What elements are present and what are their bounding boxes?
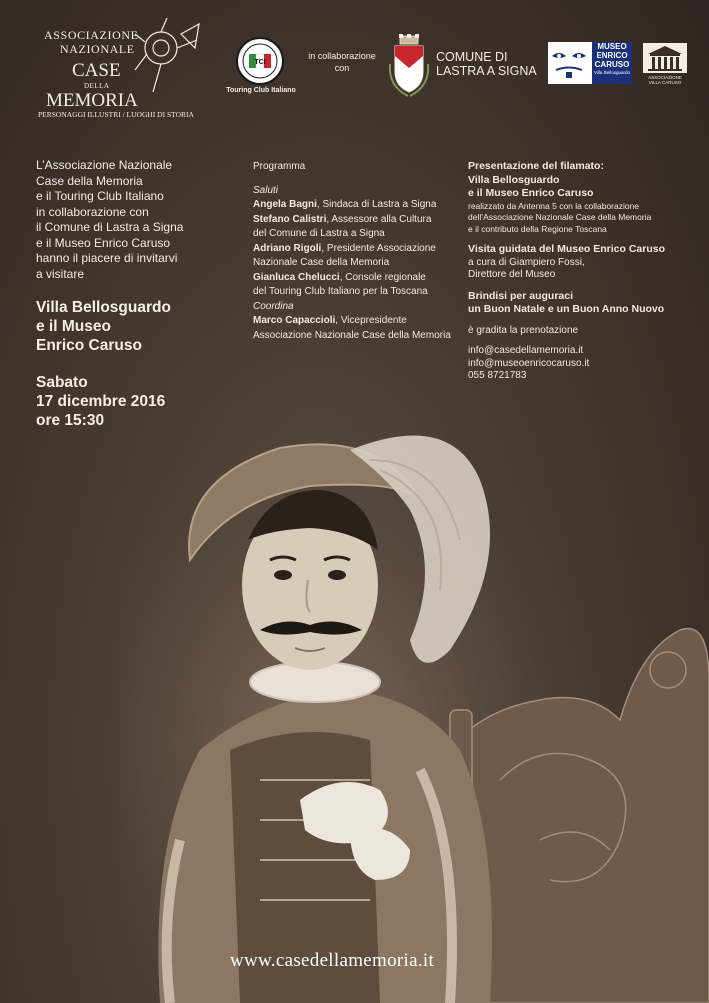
programma-title: Programma — [253, 161, 306, 172]
museo-line3: CARUSO — [594, 60, 630, 69]
coordina-label: Coordina — [253, 300, 294, 312]
museo-name-box — [592, 42, 632, 84]
intro-line: il Comune di Lastra a Signa — [36, 220, 184, 234]
comune-line1: COMUNE DI — [436, 50, 508, 64]
contact-phone[interactable]: 055 8721783 — [468, 370, 527, 381]
intro-line: e il Museo Enrico Caruso — [36, 235, 171, 250]
saluti-item: Adriano Rigoli, Presidente Associazione — [253, 242, 436, 254]
prenotazione-note: è gradita la prenotazione — [468, 324, 579, 336]
museo-line4: Villa Bellosguardo — [594, 70, 630, 75]
contact-email[interactable]: info@museoenricocaruso.it — [468, 357, 590, 369]
acdm-line1: ASSOCIAZIONE — [44, 28, 139, 42]
tci-badge-icon — [235, 36, 285, 86]
venue-line: Enrico Caruso — [36, 337, 142, 354]
museo-caruso-logo — [548, 42, 632, 84]
presentazione-detail: realizzato da Antenna 5 con la collaborazione — [468, 200, 640, 211]
contact-email[interactable]: info@casedellamemoria.it — [468, 345, 584, 356]
brindisi-title: un Buon Natale e un Buon Anno Nuovo — [468, 303, 665, 315]
acdm-tagline: PERSONAGGI ILLUSTRI / LUOGHI DI STORIA — [38, 110, 194, 119]
visita-title: Visita guidata del Museo Enrico Caruso — [468, 243, 666, 255]
touring-club-logo — [225, 36, 297, 106]
acdm-line2: NAZIONALE — [60, 42, 135, 56]
saluti-item: Nazionale Case della Memoria — [253, 257, 390, 268]
acdm-line4: DELLA — [84, 82, 110, 90]
brindisi-title: Brindisi per auguraci — [468, 289, 574, 302]
presentazione-title: e il Museo Enrico Caruso — [468, 187, 594, 199]
venue-title — [36, 298, 256, 355]
museo-line1: MUSEO — [597, 42, 627, 51]
venue-line: Villa Bellosguardo — [36, 299, 171, 316]
comune-name — [436, 50, 537, 78]
comune-line2: LASTRA A SIGNA — [436, 64, 537, 78]
visita-detail: a cura di Giampiero Fossi, — [468, 256, 585, 268]
presentazione-title: Presentazione del filamato: — [468, 160, 604, 172]
saluti-item: Stefano Calistri, Assessore alla Cultura — [253, 213, 432, 225]
caruso-portrait-image — [120, 420, 709, 1003]
caruso-eyes-icon — [550, 46, 590, 80]
presentazione-detail: dell’Associazione Nazionale Case della Memoria — [468, 212, 652, 222]
acdm-line5: MEMORIA — [46, 90, 138, 111]
acdm-line3: CASE — [72, 60, 121, 81]
villa-label — [642, 75, 688, 85]
intro-line: L’Associazione Nazionale — [36, 158, 173, 172]
collab-line2: con — [334, 63, 350, 73]
website-url[interactable]: www.casedellamemoria.it — [230, 950, 435, 971]
date-day: Sabato — [36, 374, 88, 391]
tci-badge-text: TCI — [254, 59, 266, 66]
collab-line1: in collaborazione — [308, 51, 376, 61]
visita-detail: Direttore del Museo — [468, 269, 556, 280]
intro-line: in collaborazione con — [36, 204, 149, 219]
presentazione-title: Villa Bellosguardo — [468, 173, 560, 186]
intro-line: hanno il piacere di invitarvi — [36, 251, 178, 265]
date-time: ore 15:30 — [36, 412, 105, 429]
date-full: 17 dicembre 2016 — [36, 393, 166, 410]
programma-section — [253, 160, 458, 343]
intro-text — [36, 158, 236, 282]
saluti-item: del Comune di Lastra a Signa — [253, 228, 385, 239]
camera-sketch-icon — [133, 14, 203, 94]
intro-line: e il Touring Club Italiano — [36, 189, 164, 203]
venue-line: e il Museo — [36, 318, 111, 335]
villa-line1: ASSOCIAZIONE — [648, 75, 682, 80]
comune-crest-icon — [386, 34, 432, 100]
event-details — [468, 160, 698, 383]
saluti-item: del Touring Club Italiano per la Toscana — [253, 286, 428, 297]
collaboration-text — [302, 50, 382, 74]
tci-label: Touring Club Italiano — [226, 87, 296, 94]
villa-caruso-logo — [642, 42, 688, 86]
intro-line: Case della Memoria — [36, 173, 143, 188]
museo-line2: ENRICO — [596, 51, 628, 60]
coordina-item: Associazione Nazionale Case della Memoria — [253, 329, 451, 341]
presentazione-detail: e il contributo della Regione Toscana — [468, 223, 607, 234]
villa-line2: VILLA CARUSO — [648, 80, 682, 85]
saluti-item: Gianluca Chelucci, Console regionale — [253, 271, 426, 283]
intro-line: a visitare — [36, 266, 85, 281]
case-della-memoria-logo — [38, 14, 203, 124]
coordina-item: Marco Capaccioli, Vicepresidente — [253, 315, 407, 326]
saluti-label: Saluti — [253, 184, 279, 196]
villa-building-icon — [642, 42, 688, 74]
saluti-item: Angela Bagni, Sindaca di Lastra a Signa — [253, 199, 437, 210]
